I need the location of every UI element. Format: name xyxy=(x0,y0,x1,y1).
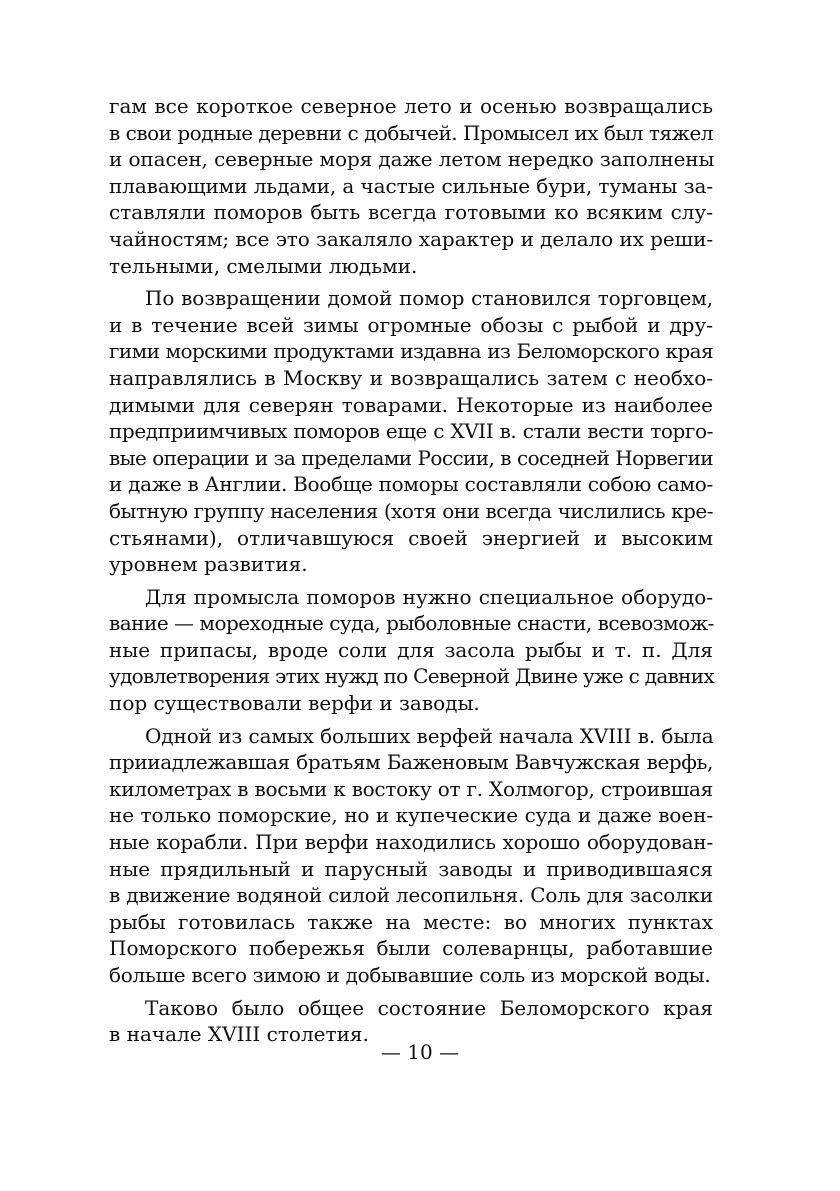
text-line: рыбы готовилась также на месте: во многих пунктах xyxy=(109,909,713,934)
text-line: Поморского побережья были солеварнцы, работавшие xyxy=(109,936,713,961)
text-line: плавающими льдами, а частые сильные бури, туманы за- xyxy=(109,173,713,198)
text-line: пор существовали верфи и заводы. xyxy=(109,691,480,716)
text-line: удовлетворения этих нужд по Северной Двине уже с давних xyxy=(109,664,715,689)
text-line: и опасен, северные моря даже летом нередко заполнены xyxy=(109,147,715,172)
text-line: ставляли поморов быть всегда готовыми ко всяким слу- xyxy=(109,200,713,225)
paragraph xyxy=(109,723,713,989)
text-line: Одной из самых больших верфей начала XVIII в. была xyxy=(145,723,714,748)
text-line: гими морскими продуктами издавна из Беломорского края xyxy=(109,339,713,364)
text-line: не только поморские, но и купеческие суда и даже воен- xyxy=(109,803,713,828)
paragraph xyxy=(109,584,713,717)
text-line: в движение водяной силой лесопильня. Соль для засолки xyxy=(109,883,713,908)
text-line: прииадлежавшая братьям Баженовым Вавчужская верфь, xyxy=(109,750,713,775)
text-line: и в течение всей зимы огромные обозы с рыбой и дру- xyxy=(109,312,713,337)
text-line: и даже в Англии. Вообще поморы составляли собою само- xyxy=(109,472,713,497)
text-line: чайностям; все это закаляло характер и делало их реши- xyxy=(109,226,713,251)
text-line: По возвращении домой помор становился торговцем, xyxy=(145,286,713,311)
text-line: Таково было общее состояние Беломорского края xyxy=(145,995,713,1020)
text-line: вание — мореходные суда, рыболовные снасти, всевозмож- xyxy=(109,611,714,636)
text-line: ные корабли. При верфи находились хорошо оборудован- xyxy=(109,830,713,855)
paragraph xyxy=(109,93,713,279)
body-text xyxy=(109,93,713,1048)
text-line: димыми для северян товарами. Некоторые из наиболее xyxy=(109,392,713,417)
text-line: в начале XVIII столетия. xyxy=(109,1022,369,1047)
text-line: в свои родные деревни с добычей. Промысел их был тяжел xyxy=(109,120,713,145)
text-line: гам все короткое северное лето и осенью возвращались xyxy=(109,94,713,118)
text-line: ные припасы, вроде соли для засола рыбы и т. п. Для xyxy=(109,637,713,662)
text-line: уровнем развития. xyxy=(109,552,308,577)
text-line: ные прядильный и парусный заводы и приводившаяся xyxy=(109,856,713,881)
text-line: километрах в восьми к востоку от г. Холмогор, строившая xyxy=(109,776,713,801)
text-line: вые операции и за пределами России, в соседней Норвегии xyxy=(109,445,713,470)
text-line: предприимчивых поморов еще с XVII в. стали вести торго- xyxy=(109,419,713,444)
paragraph xyxy=(109,285,713,578)
text-line: стьянами), отличавшуюся своей энергией и высоким xyxy=(109,525,713,550)
text-line: Для промысла поморов нужно специальное оборудо- xyxy=(145,584,713,609)
text-line: направлялись в Москву и возвращались затем с необхо- xyxy=(109,365,713,390)
text-line: больше всего зимою и добывавшие соль из морской воды. xyxy=(109,963,711,987)
page-number: — 10 — xyxy=(380,1040,460,1064)
text-line: тельными, смелыми людьми. xyxy=(109,253,418,278)
text-line: бытную группу населения (хотя они всегда числились кре- xyxy=(109,498,713,523)
